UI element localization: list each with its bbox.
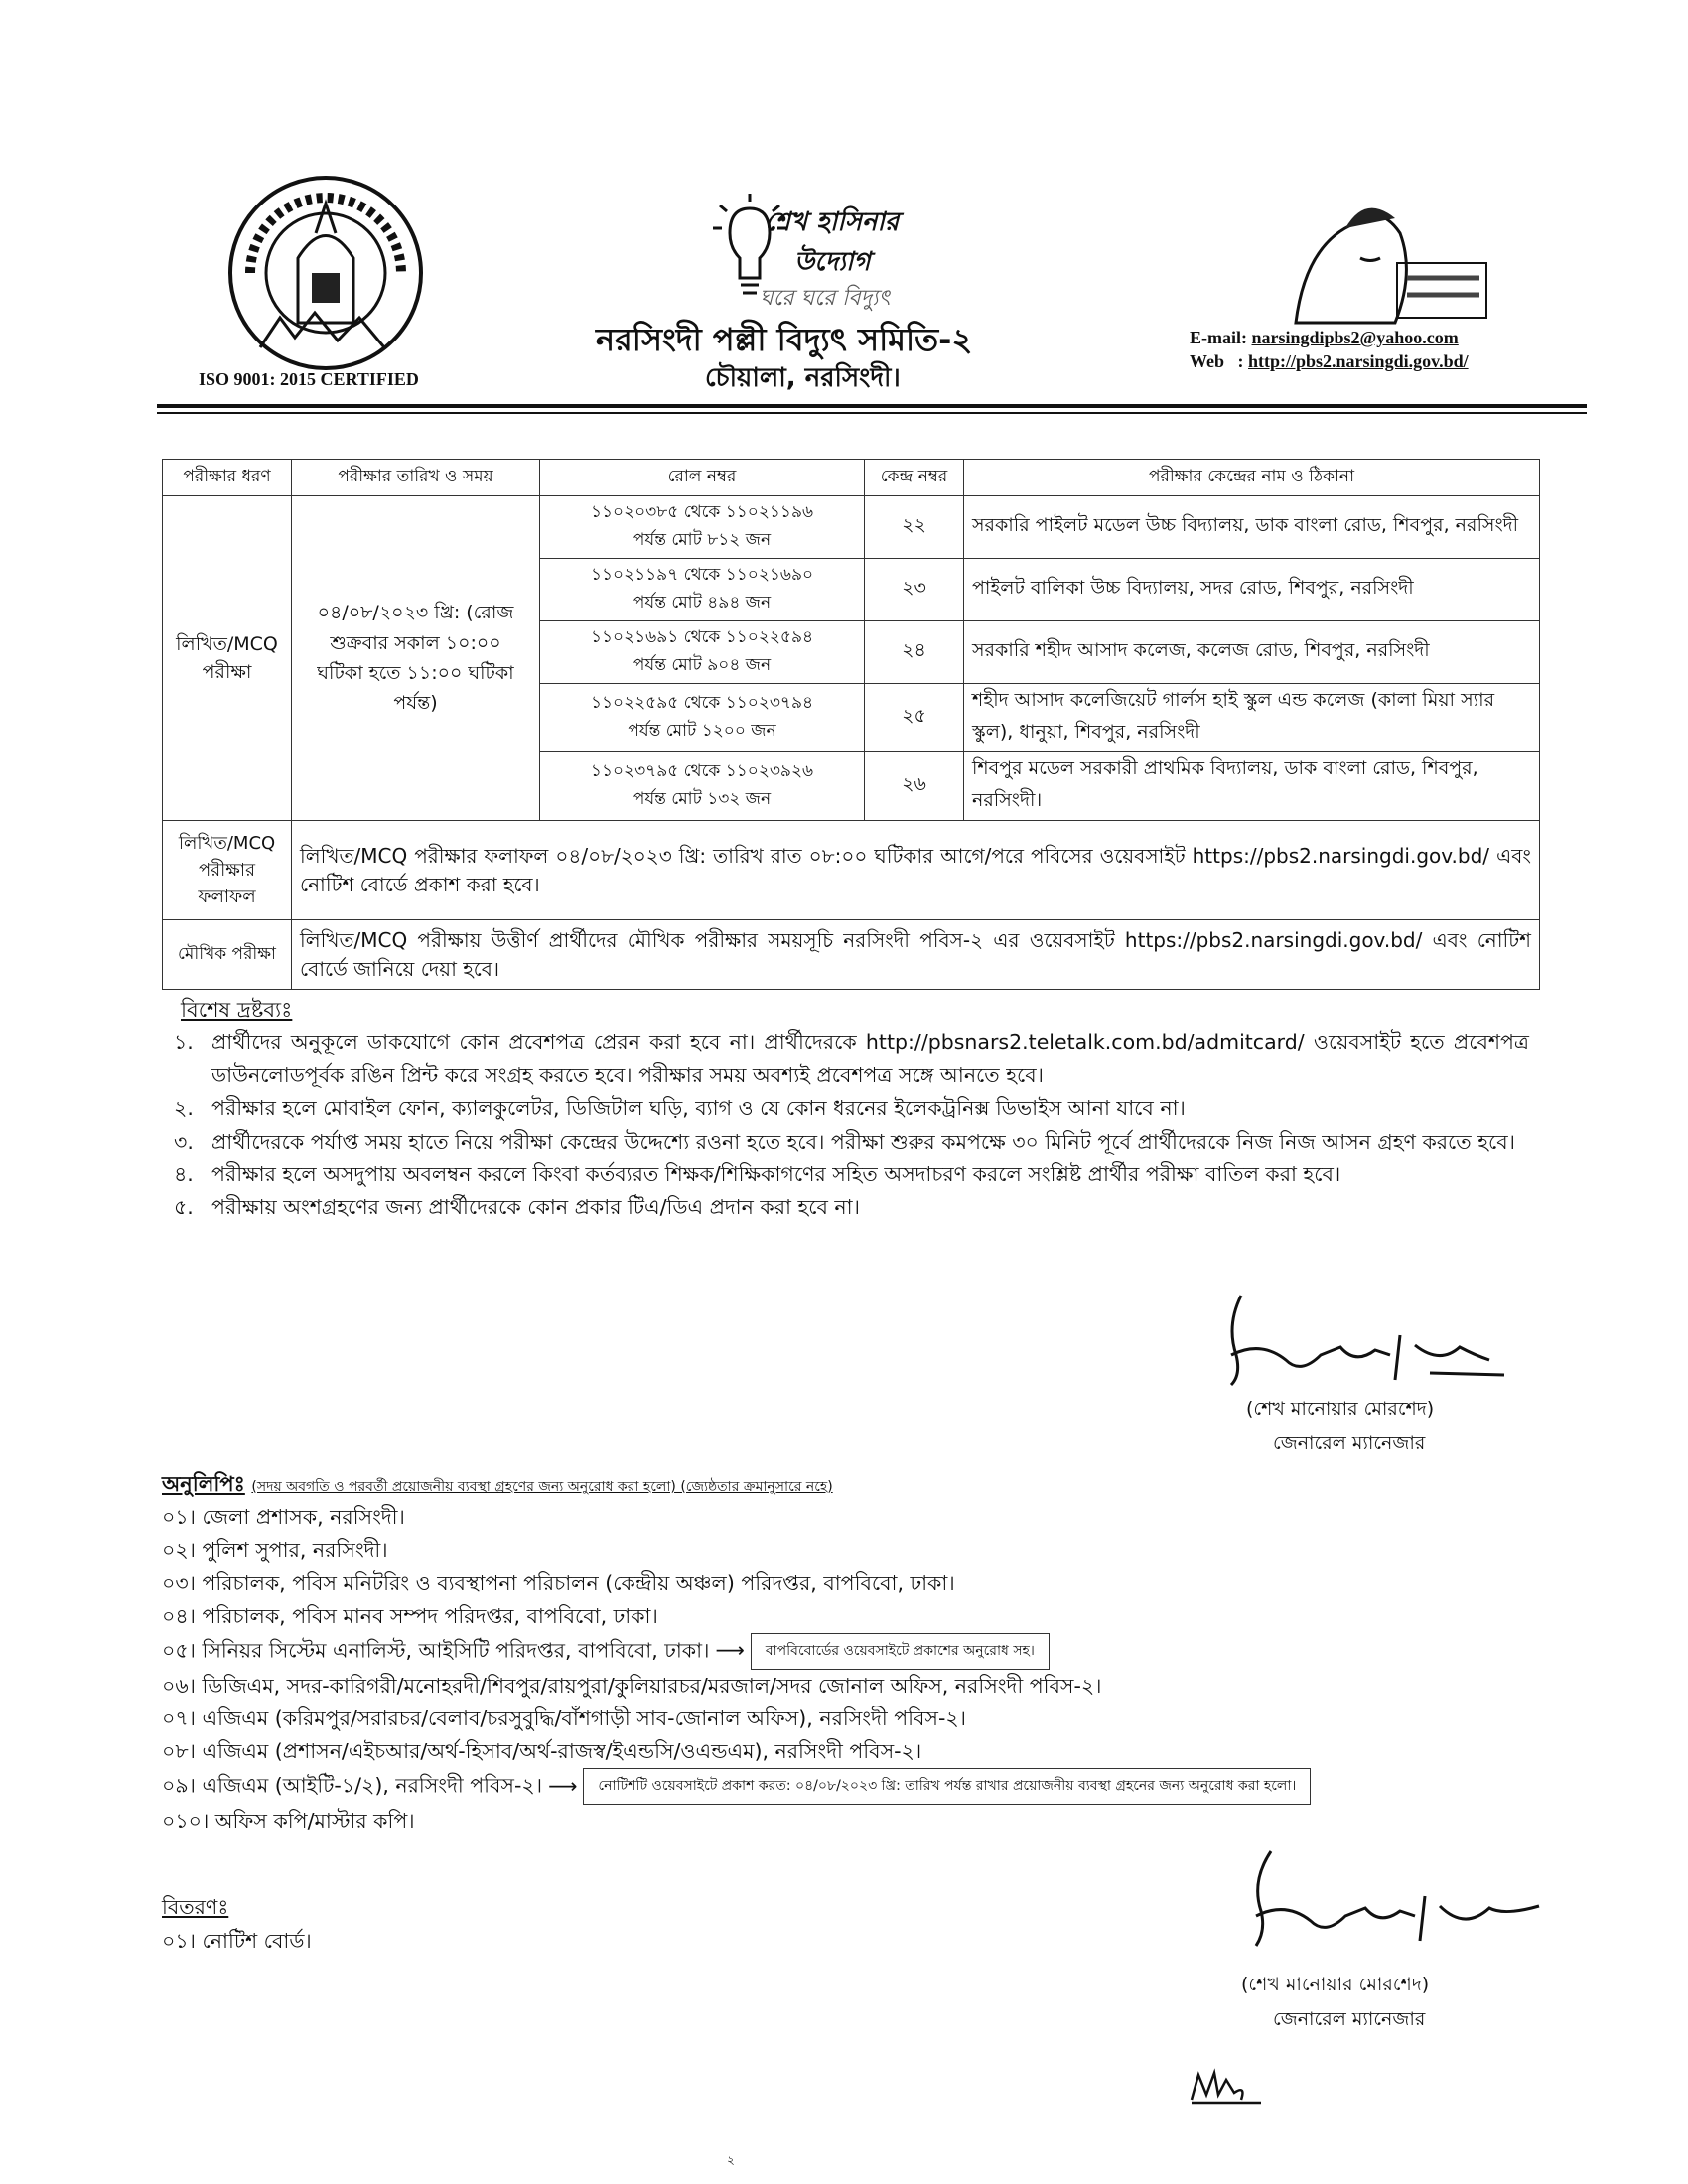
header-rule-thin [157,412,1587,414]
center-address-cell: শিবপুর মডেল সরকারী প্রাথমিক বিদ্যালয়, ডাক বাংলা রোড, শিবপুর, নরসিংদী। [964,752,1540,821]
initial-mark [1187,2065,1266,2105]
note-number: ২. [174,1096,194,1121]
header-exam-type: পরীক্ষার ধরণ [163,460,292,496]
roll-range-cell: ১১০২০৩৮৫ থেকে ১১০২১১৯৬ পর্যন্ত মোট ৮১২ জন [540,496,865,559]
cc-item: ০৪। পরিচালক, পবিস মানব সম্পদ পরিদপ্তর, বাপবিবো, ঢাকা। [162,1603,658,1628]
slogan-line-1: শেখ হাসিনার [765,207,900,237]
signatory-title: জেনারেল ম্যানেজার [1273,2008,1426,2030]
result-text-cell: লিখিত/MCQ পরীক্ষার ফলাফল ০৪/০৮/২০২৩ খ্রি: তারিখ রাত ০৮:০০ ঘটিকার আগে/পরে পবিসের ওয়েবসাইট https://pbs2.narsingdi.gov.bd/ এবং নোটিশ বোর্ডে প্রকাশ করা হবে। [292,821,1540,920]
signature-image [1192,1286,1509,1395]
note-item [174,1026,1529,1092]
signatory-title: জেনারেল ম্যানেজার [1273,1433,1426,1454]
note-number: ১. [174,1030,194,1055]
center-address-cell: সরকারি শহীদ আসাদ কলেজ, কলেজ রোড, শিবপুর, নরসিংদী [964,621,1540,684]
note-text: প্রার্থীদের অনুকূলে ডাকযোগে কোন প্রবেশপত্র প্রেরন করা হবে না। প্রার্থীদেরকে http://pbsnars2.teletalk.com.bd/admitcard/ ওয়েবসাইট হতে প্রবেশপত্র ডাউনলোডপূর্বক রঙিন প্রিন্ট করে সংগ্রহ করতে হবে। পরীক্ষার সময় অবশ্যই প্রবেশপত্র সঙ্গে আনতে হবে। [211,1030,1529,1088]
cc-heading [162,1467,1552,1501]
notes-title: বিশেষ দ্রষ্টব্যঃ [181,998,293,1022]
table-row-result [163,821,1540,920]
note-item [174,1159,1529,1191]
exam-datetime-cell: ০৪/০৮/২০২৩ খ্রি: (রোজ শুক্রবার সকাল ১০:০০ ঘটিকা হতে ১১:০০ ঘটিকা পর্যন্ত) [292,496,540,821]
organization-name: নরসিংদী পল্লী বিদ্যুৎ সমিতি-২ [596,321,973,358]
viva-label-cell: মৌখিক পরীক্ষা [163,920,292,990]
signatory-name: (শেখ মানোয়ার মোরশেদ) [1241,1974,1430,1995]
exam-schedule-table [162,459,1540,990]
signature-image [1211,1846,1549,1956]
email-link[interactable]: narsingdipbs2@yahoo.com [1251,328,1459,347]
cc-item: ০১। জেলা প্রশাসক, নরসিংদী। [162,1505,405,1530]
center-number-cell: ২৩ [865,559,964,621]
table-header-row [163,460,1540,496]
roll-range-cell: ১১০২৩৭৯৫ থেকে ১১০২৩৯২৬ পর্যন্ত মোট ১৩২ জন [540,752,865,821]
note-item [174,1191,1529,1224]
iso-certification: ISO 9001: 2015 CERTIFIED [199,369,419,389]
center-number-cell: ২২ [865,496,964,559]
cc-note-box: নোটিশটি ওয়েবসাইটে প্রকাশ করত: ০৪/০৮/২০২৩ খ্রি: তারিখ পর্যন্ত রাখার প্রয়োজনীয় ব্যবস্থা গ্রহনের জন্য অনুরোধ করা হলো। [583,1768,1311,1805]
website-link[interactable]: http://pbs2.narsingdi.gov.bd/ [1248,351,1469,371]
cc-item: ০৬। ডিজিএম, সদর-কারিগরী/মনোহরদী/শিবপুর/রায়পুরা/কুলিয়ারচর/মরজাল/সদর জোনাল অফিস, নরসিংদী পবিস-২। [162,1673,1102,1698]
distribution-title: বিতরণঃ [162,1895,229,1919]
cc-title: অনুলিপিঃ [162,1472,245,1496]
copy-distribution-list [162,1467,1552,1838]
center-number-cell: ২৫ [865,684,964,752]
note-item [174,1092,1529,1125]
cc-item: ০১০। অফিস কপি/মাস্টার কপি। [162,1808,415,1833]
slogan-line-3: ঘরে ঘরে বিদ্যুৎ [760,286,891,311]
result-label-cell: লিখিত/MCQ পরীক্ষার ফলাফল [163,821,292,920]
slogan-line-2: উদ্যোগ [794,247,871,277]
distribution-section [162,1891,312,1959]
table-row [163,496,1540,559]
header-center-number: কেন্দ্র নম্বর [865,460,964,496]
cc-item: ০৫। সিনিয়র সিস্টেম এনালিস্ট, আইসিটি পরিদপ্তর, বাপবিবো, ঢাকা। ⟶ বাপবিবোর্ডের ওয়েবসাইটে প্রকাশের অনুরোধ সহ। [162,1633,1552,1670]
header-rule [157,404,1587,408]
organization-address: চৌয়ালা, নরসিংদী। [705,363,901,393]
cc-subtitle: (সদয় অবগতি ও পরবর্তী প্রয়োজনীয় ব্যবস্থা গ্রহণের জন্য অনুরোধ করা হলো) (জ্যেষ্ঠতার ক্রমানুসারে নহে) [251,1479,833,1495]
arrow-right-icon: ⟶ [715,1638,745,1663]
cc-item: ০৭। এজিএম (করিমপুর/সরারচর/বেলাব/চরসুবুদ্ধি/বাঁশগাড়ী সাব-জোনাল অফিস), নরসিংদী পবিস-২। [162,1706,967,1730]
center-address-cell: শহীদ আসাদ কলেজিয়েট গার্লস হাই স্কুল এন্ড কলেজ (কালা মিয়া স্যার স্কুল), ধানুয়া, শিবপুর, নরসিংদী [964,684,1540,752]
center-number-cell: ২৬ [865,752,964,821]
roll-range-cell: ১১০২২৫৯৫ থেকে ১১০২৩৭৯৪ পর্যন্ত মোট ১২০০ জন [540,684,865,752]
signatory-name: (শেখ মানোয়ার মোরশেদ) [1246,1398,1435,1420]
center-address-cell: পাইলট বালিকা উচ্চ বিদ্যালয়, সদর রোড, শিবপুর, নরসিংদী [964,559,1540,621]
note-number: ৪. [174,1161,194,1186]
special-notes [174,993,1529,1224]
cc-item: ০৩। পরিচালক, পবিস মনিটরিং ও ব্যবস্থাপনা পরিচালন (কেন্দ্রীয় অঞ্চল) পরিদপ্তর, বাপবিবো, ঢাকা। [162,1570,955,1595]
pbs-logo [220,174,431,372]
cc-item: ০৯। এজিএম (আইটি-১/২), নরসিংদী পবিস-২। ⟶ নোটিশটি ওয়েবসাইটে প্রকাশ করত: ০৪/০৮/২০২৩ খ্রি: তারিখ পর্যন্ত রাখার প্রয়োজনীয় ব্যবস্থা গ্রহনের জন্য অনুরোধ করা হলো। [162,1768,1552,1805]
center-address-cell: সরকারি পাইলট মডেল উচ্চ বিদ্যালয়, ডাক বাংলা রোড, শিবপুর, নরসিংদী [964,496,1540,559]
contact-web: Web : http://pbs2.narsingdi.gov.bd/ [1190,351,1469,371]
center-number-cell: ২৪ [865,621,964,684]
note-text: পরীক্ষার হলে অসদুপায় অবলম্বন করলে কিংবা কর্তব্যরত শিক্ষক/শিক্ষিকাগণের সহিত অসদাচরণ করলে সংশ্লিষ্ট প্রার্থীর পরীক্ষা বাতিল করা হবে। [211,1161,1341,1186]
viva-text-cell: লিখিত/MCQ পরীক্ষায় উত্তীর্ণ প্রার্থীদের মৌখিক পরীক্ষার সময়সূচি নরসিংদী পবিস-২ এর ওয়েবসাইট https://pbs2.narsingdi.gov.bd/ এবং নোটিশ বোর্ডে জানিয়ে দেয়া হবে। [292,920,1540,990]
note-number: ৫. [174,1195,194,1220]
page-number: ২ [727,2153,735,2167]
distribution-item: ০১। নোটিশ বোর্ড। [162,1928,312,1953]
table-row-viva [163,920,1540,990]
note-text: পরীক্ষার হলে মোবাইল ফোন, ক্যালকুলেটর, ডিজিটাল ঘড়ি, ব্যাগ ও যে কোন ধরনের ইলেকট্রনিক্স ডিভাইস আনা যাবে না। [211,1096,1186,1121]
note-number: ৩. [174,1129,194,1154]
note-text: পরীক্ষায় অংশগ্রহণের জন্য প্রার্থীদেরকে কোন প্রকার টিএ/ডিএ প্রদান করা হবে না। [211,1195,860,1220]
exam-type-cell: লিখিত/MCQ পরীক্ষা [163,496,292,821]
header-roll-number: রোল নম্বর [540,460,865,496]
arrow-right-icon: ⟶ [548,1773,578,1798]
note-item [174,1126,1529,1159]
header-center-address: পরীক্ষার কেন্দ্রের নাম ও ঠিকানা [964,460,1540,496]
header-exam-datetime: পরীক্ষার তারিখ ও সময় [292,460,540,496]
cc-item: ০২। পুলিশ সুপার, নরসিংদী। [162,1538,388,1563]
mujib-portrait-logo [1286,184,1499,328]
cc-item: ০৮। এজিএম (প্রশাসন/এইচআর/অর্থ-হিসাব/অর্থ-রাজস্ব/ইএন্ডসি/ওএন্ডএম), নরসিংদী পবিস-২। [162,1739,922,1764]
contact-email: E-mail: narsingdipbs2@yahoo.com [1190,328,1459,347]
roll-range-cell: ১১০২১১৯৭ থেকে ১১০২১৬৯০ পর্যন্ত মোট ৪৯৪ জন [540,559,865,621]
roll-range-cell: ১১০২১৬৯১ থেকে ১১০২২৫৯৪ পর্যন্ত মোট ৯০৪ জন [540,621,865,684]
cc-note-box: বাপবিবোর্ডের ওয়েবসাইটে প্রকাশের অনুরোধ সহ। [751,1633,1050,1670]
note-text: প্রার্থীদেরকে পর্যাপ্ত সময় হাতে নিয়ে পরীক্ষা কেন্দ্রের উদ্দেশ্যে রওনা হতে হবে। পরীক্ষা শুরুর কমপক্ষে ৩০ মিনিট পূর্বে প্রার্থীদেরকে নিজ নিজ আসন গ্রহণ করতে হবে। [211,1129,1515,1154]
